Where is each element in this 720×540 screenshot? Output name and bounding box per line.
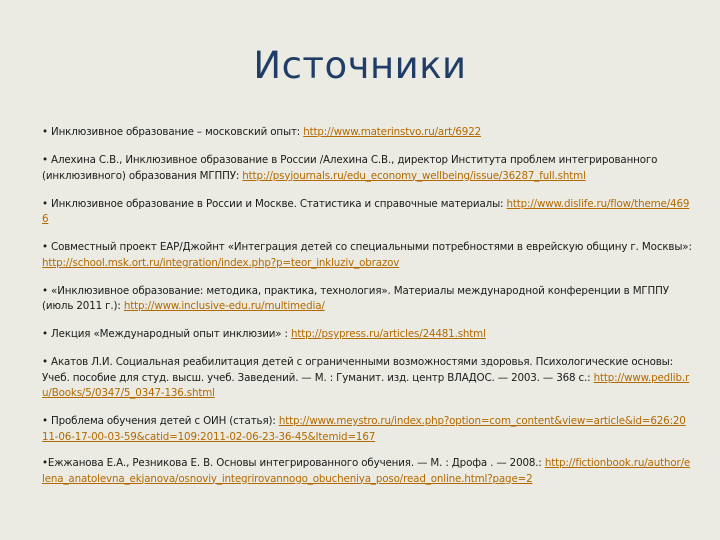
reference-item xyxy=(42,197,692,228)
reference-item xyxy=(42,327,692,343)
reference-text: • Инклюзивное образование в России и Москве. Статистика и справочные материалы: xyxy=(42,197,507,210)
reference-link[interactable]: http://psypress.ru/articles/24481.shtml xyxy=(291,328,486,340)
reference-link[interactable]: http://psyjournals.ru/edu_economy_wellbeing/issue/36287_full.shtml xyxy=(242,169,586,182)
reference-item xyxy=(42,240,692,271)
reference-link[interactable]: http://www.dislife.ru/flow/theme/4696 xyxy=(42,197,690,225)
reference-text: • Совместный проект ЕАР/Джойнт «Интеграция детей со специальными потребностями в еврейскую общину г. Москвы»: xyxy=(42,241,692,253)
page-title: Источники xyxy=(253,44,467,87)
reference-item xyxy=(42,456,692,487)
reference-text: • Акатов Л.И. Социальная реабилитация детей с ограниченными возможностями здоровья. Психологические основы: Учеб. пособие для студ. высш. учеб. Заведений. — М. : Гуманит. изд. центр ВЛАДОС. — 2003. — 368 с.: xyxy=(42,356,673,384)
reference-item xyxy=(42,355,692,402)
reference-text: •Ежжанова Е.А., Резникова Е. В. Основы интегрированного обучения. — М. : Дрофа . — 2008.: xyxy=(42,457,545,469)
reference-item xyxy=(42,414,692,445)
reference-link[interactable]: http://school.msk.ort.ru/integration/index.php?p=teor_inkluziv_obrazov xyxy=(42,256,400,269)
reference-text: • Проблема обучения детей с ОИН (статья): xyxy=(42,415,279,427)
reference-text: • «Инклюзивное образование: методика, практика, технология». Материалы международной конференции в МГППУ (июль 2011 г.): xyxy=(42,284,669,312)
reference-text: • Лекция «Международный опыт инклюзии» : xyxy=(42,328,291,340)
reference-text: • Алехина С.В., Инклюзивное образование в России /Алехина С.В., директор Института проблем интегрированного (инклюзивного) образования МГППУ: xyxy=(42,154,658,182)
references-list xyxy=(42,125,692,498)
reference-link[interactable]: http://www.inclusive-edu.ru/multimedia/ xyxy=(123,300,325,312)
reference-link[interactable]: http://www.meystro.ru/index.php?option=com_content&view=article&id=626:2011-06-17-00-03-59&catid=109:2011-02-06-23-36-45&Itemid=167 xyxy=(42,415,686,443)
reference-link[interactable]: http://www.pedlib.ru/Books/5/0347/5_0347-136.shtml xyxy=(42,371,690,399)
reference-item xyxy=(42,284,692,315)
reference-link[interactable]: http://fictionbook.ru/author/elena_anatolevna_ekjanova/osnoviy_integrirovannogo_obucheniya_poso/read_online.html?page=2 xyxy=(42,457,691,485)
reference-link[interactable]: http://www.materinstvo.ru/art/6922 xyxy=(303,126,481,138)
reference-text: • Инклюзивное образование – московский опыт: xyxy=(42,126,304,138)
reference-item xyxy=(42,153,692,184)
reference-item xyxy=(42,125,692,141)
